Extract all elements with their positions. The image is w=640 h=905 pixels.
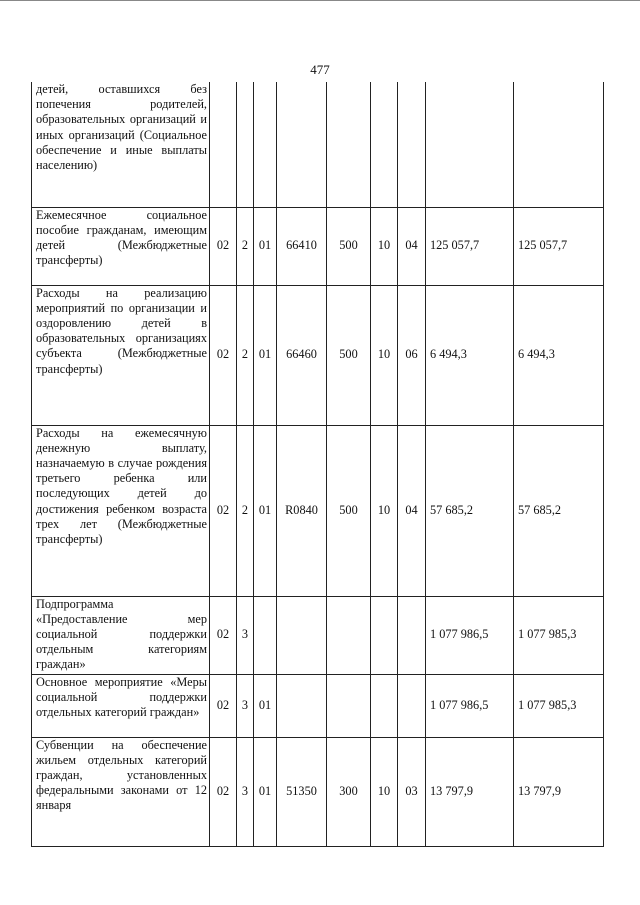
amount-year-1: 1 077 986,5	[426, 674, 514, 737]
code-subprogram	[254, 596, 277, 674]
code-program: 2	[237, 425, 254, 596]
code-expense-type: 500	[327, 285, 371, 425]
table-row	[32, 674, 604, 737]
code-subsection: 03	[398, 737, 426, 846]
code-program: 2	[237, 207, 254, 285]
code-section: 10	[371, 425, 398, 596]
table-row	[32, 82, 604, 207]
table-row	[32, 285, 604, 425]
amount-year-2: 125 057,7	[514, 207, 604, 285]
budget-table	[31, 82, 604, 847]
row-description: Расходы на реализацию мероприятий по организации и оздоровлению детей в образовательных организациях субъекта (Межбюджетные трансферты)	[32, 285, 210, 425]
code-subsection	[398, 596, 426, 674]
amount-year-2	[514, 82, 604, 207]
table-row	[32, 425, 604, 596]
code-expense-type	[327, 82, 371, 207]
amount-year-1: 1 077 986,5	[426, 596, 514, 674]
code-expense-type: 300	[327, 737, 371, 846]
amount-year-1: 57 685,2	[426, 425, 514, 596]
code-subsection: 06	[398, 285, 426, 425]
code-expense-type: 500	[327, 425, 371, 596]
amount-year-2: 57 685,2	[514, 425, 604, 596]
code-subprogram: 01	[254, 674, 277, 737]
row-description: Подпрограмма «Предоставление мер социальной поддержки отдельным категориям граждан»	[32, 596, 210, 674]
amount-year-2: 6 494,3	[514, 285, 604, 425]
row-description: Расходы на ежемесячную денежную выплату, назначаемую в случае рождения третьего ребенка или последующих детей до достижения ребенком возраста трех лет (Межбюджетные трансферты)	[32, 425, 210, 596]
code-program: 3	[237, 596, 254, 674]
row-description: Основное мероприятие «Меры социальной поддержки отдельных категорий граждан»	[32, 674, 210, 737]
amount-year-1: 13 797,9	[426, 737, 514, 846]
code-subsection	[398, 674, 426, 737]
code-ministry: 02	[210, 674, 237, 737]
code-section: 10	[371, 737, 398, 846]
amount-year-2: 13 797,9	[514, 737, 604, 846]
table-row	[32, 207, 604, 285]
row-description: Субвенции на обеспечение жильем отдельных категорий граждан, установленных федеральными законами от 12 января	[32, 737, 210, 846]
table-row	[32, 596, 604, 674]
code-ministry: 02	[210, 207, 237, 285]
code-subprogram: 01	[254, 737, 277, 846]
amount-year-2: 1 077 985,3	[514, 674, 604, 737]
amount-year-2: 1 077 985,3	[514, 596, 604, 674]
code-ministry	[210, 82, 237, 207]
code-section: 10	[371, 207, 398, 285]
code-section	[371, 596, 398, 674]
code-section	[371, 82, 398, 207]
code-direction	[277, 596, 327, 674]
code-subprogram	[254, 82, 277, 207]
code-direction	[277, 674, 327, 737]
code-program: 3	[237, 674, 254, 737]
code-subprogram: 01	[254, 207, 277, 285]
scan-top-edge	[0, 0, 640, 1]
code-program: 2	[237, 285, 254, 425]
code-ministry: 02	[210, 596, 237, 674]
code-direction: 66410	[277, 207, 327, 285]
code-direction: 51350	[277, 737, 327, 846]
row-description: детей, оставшихся без попечения родителей, образовательных организаций и иных организаций (Социальное обеспечение и иные выплаты населению)	[32, 82, 210, 207]
code-ministry: 02	[210, 285, 237, 425]
code-expense-type	[327, 596, 371, 674]
code-expense-type	[327, 674, 371, 737]
code-subsection	[398, 82, 426, 207]
code-subsection: 04	[398, 425, 426, 596]
code-subprogram: 01	[254, 285, 277, 425]
code-expense-type: 500	[327, 207, 371, 285]
code-section: 10	[371, 285, 398, 425]
table-row	[32, 737, 604, 846]
code-direction: 66460	[277, 285, 327, 425]
code-subprogram: 01	[254, 425, 277, 596]
code-subsection: 04	[398, 207, 426, 285]
code-program	[237, 82, 254, 207]
code-ministry: 02	[210, 425, 237, 596]
amount-year-1: 125 057,7	[426, 207, 514, 285]
amount-year-1	[426, 82, 514, 207]
code-ministry: 02	[210, 737, 237, 846]
code-section	[371, 674, 398, 737]
amount-year-1: 6 494,3	[426, 285, 514, 425]
code-direction: R0840	[277, 425, 327, 596]
code-direction	[277, 82, 327, 207]
row-description: Ежемесячное социальное пособие гражданам, имеющим детей (Межбюджетные трансферты)	[32, 207, 210, 285]
code-program: 3	[237, 737, 254, 846]
page-number: 477	[310, 62, 330, 77]
